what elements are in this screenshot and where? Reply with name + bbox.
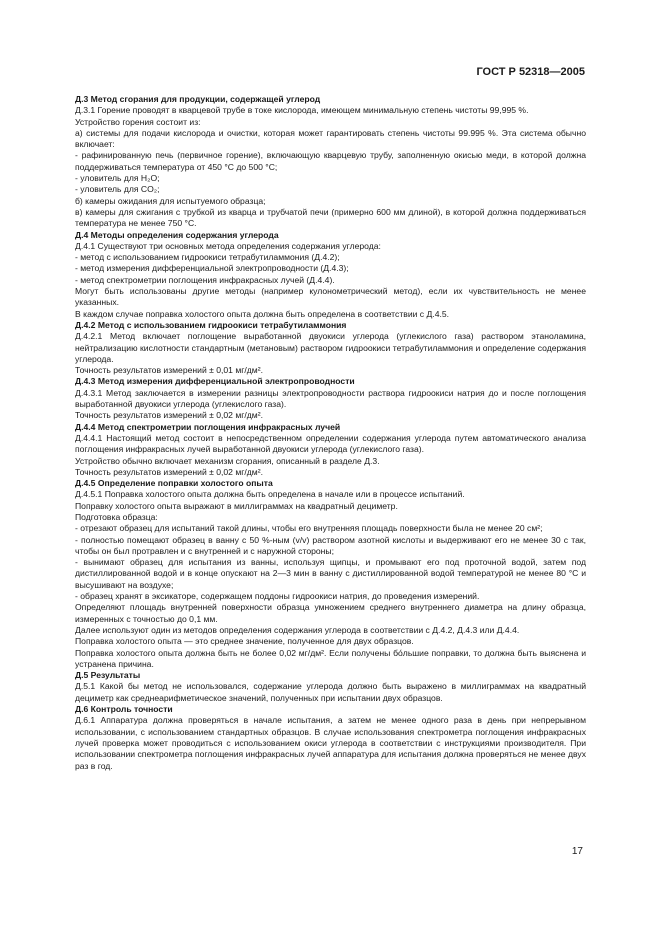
paragraph: Д.5.1 Какой бы метод не использовался, содержание углерода должно быть выражено в миллиграммах на квадратный дециметр как среднеарифметическое значений, полученных при испытании двух образцов. [75,681,586,703]
document-body [75,94,586,772]
section-heading: Д.4.4 Метод спектрометрии поглощения инфракрасных лучей [75,421,341,432]
paragraph: Подготовка образца: [75,511,158,522]
paragraph: б) камеры ожидания для испытуемого образца; [75,195,266,206]
paragraph: Д.4.5.1 Поправка холостого опыта должна быть определена в начале или в процессе испытаний. [75,489,465,500]
section-heading: Д.5 Результаты [75,670,141,681]
paragraph: Точность результатов измерений ± 0,01 мг/дм². [75,365,263,376]
list-item: - метод с использованием гидроокиси тетрабутиламмония (Д.4.2); [75,252,340,263]
list-item: - образец хранят в эксикаторе, содержащем поддоны гидроокиси натрия, до проведения измерений. [75,591,480,602]
page-number: 17 [571,846,583,857]
paragraph: Д.4.4.1 Настоящий метод состоит в непосредственном определении содержания углерода путем автоматического анализа поглощения инфракрасных лучей выработанной двуокиси углерода (углекислого газа). [75,432,586,455]
list-item: - уловитель для CO₂; [75,184,160,195]
list-item: - полностью помещают образец в ванну с 50 %-ным (v/v) раствором азотной кислоты и выдерживают его не менее 30 с так, чтобы он был протравлен и с внутренней и с наружной стороны; [75,534,586,556]
paragraph: Могут быть использованы другие методы (например кулонометрический метод), если их чувствительность не менее указанных. [75,286,586,308]
paragraph: Далее используют один из методов определения содержания углерода в соответствии с Д.4.2, Д.4.3 или Д.4.4. [75,624,520,635]
paragraph: в) камеры для сжигания с трубкой из кварца и трубчатой печи (примерно 600 мм длиной), в которой должна поддерживаться температура не менее 750 °С. [75,206,586,229]
paragraph: Устройство обычно включает механизм сгорания, описанный в разделе Д.3. [75,455,380,466]
list-item: - вынимают образец для испытания из ванны, используя щипцы, и промывают его под проточной водой, затем под дистиллированной водой и в конце опускают на 2—3 мин в ванну с дистиллированной водой температурой не менее 80 °С и высушивают на воздухе; [75,557,586,590]
paragraph: Д.4.2.1 Метод включает поглощение выработанной двуокиси углерода (углекислого газа) раствором этаноламина, нейтрализацию кислотности стандартным (метановым) раствором гидроокиси тетрабутиламмония и определение содержания углерода. [75,331,586,364]
paragraph: Д.4.1 Существуют три основных метода определения содержания углерода: [75,240,381,251]
section-heading: Д.4 Методы определения содержания углерода [75,229,279,240]
list-item: - уловитель для H₂O; [75,173,160,184]
list-item: - метод спектрометрии поглощения инфракрасных лучей (Д.4.4). [75,274,335,285]
list-item: - метод измерения дифференциальной электропроводности (Д.4.3); [75,263,349,274]
section-heading: Д.4.5 Определение поправки холостого опыта [75,478,273,489]
list-item: - рафинированную печь (первичное горение), включающую кварцевую трубу, заполненную окисью меди, в которой должна поддерживаться температура от 450 °С до 500 °С; [75,150,586,172]
paragraph: Определяют площадь внутренней поверхности образца умножением среднего внутреннего диаметра на длину образца, измеренных с точностью до 0,1 мм. [75,602,586,624]
paragraph: Устройство горения состоит из: [75,116,201,127]
paragraph: Поправку холостого опыта выражают в миллиграммах на квадратный дециметр. [75,500,398,511]
paragraph: Д.3.1 Горение проводят в кварцевой трубе в токе кислорода, имеющем минимальную степень чистоты 99,995 %. [75,105,529,116]
paragraph: Точность результатов измерений ± 0,02 мг/дм². [75,410,263,421]
paragraph: Поправка холостого опыта должна быть не более 0,02 мг/дм². Если получены бо́льшие поправки, то должна быть выяснена и устранена причина. [75,647,586,669]
section-heading: Д.6 Контроль точности [75,704,173,715]
section-heading: Д.4.3 Метод измерения дифференциальной электропроводности [75,376,355,387]
paragraph: Д.6.1 Аппаратура должна проверяться в начале испытания, а затем не менее одного раза в день при непрерывном использовании, с использованием стандартных образцов. В случае использования спектрометра поглощения инфракрасных лучей проверка может проводиться с использованием окиси углерода в соответствии с инструкциями производителя. При использовании спектрометра поглощения инфракрасных лучей аппаратура для испытания должна проверяться не менее двух раз в год. [75,715,586,771]
paragraph: Поправка холостого опыта — это среднее значение, полученное для двух образцов. [75,636,414,647]
list-item: - отрезают образец для испытаний такой длины, чтобы его внутренняя площадь поверхности была не менее 20 см²; [75,523,543,534]
document-header: ГОСТ Р 52318—2005 [476,66,585,78]
paragraph: Д.4.3.1 Метод заключается в измерении разницы электропроводности раствора гидроокиси натрия до и после поглощения выработанной двуокиси углерода (углекислого газа). [75,387,586,410]
paragraph: В каждом случае поправка холостого опыта должна быть определена в соответствии с Д.4.5. [75,308,450,319]
paragraph: а) системы для подачи кислорода и очистки, которая может гарантировать степень чистоты 99.995 %. Эта система обычно включает: [75,127,586,150]
section-heading: Д.4.2 Метод с использованием гидроокиси тетрабутиламмония [75,319,347,330]
section-heading: Д.3 Метод сгорания для продукции, содержащей углерод [75,94,321,104]
paragraph: Точность результатов измерений ± 0,02 мг/дм². [75,466,263,477]
